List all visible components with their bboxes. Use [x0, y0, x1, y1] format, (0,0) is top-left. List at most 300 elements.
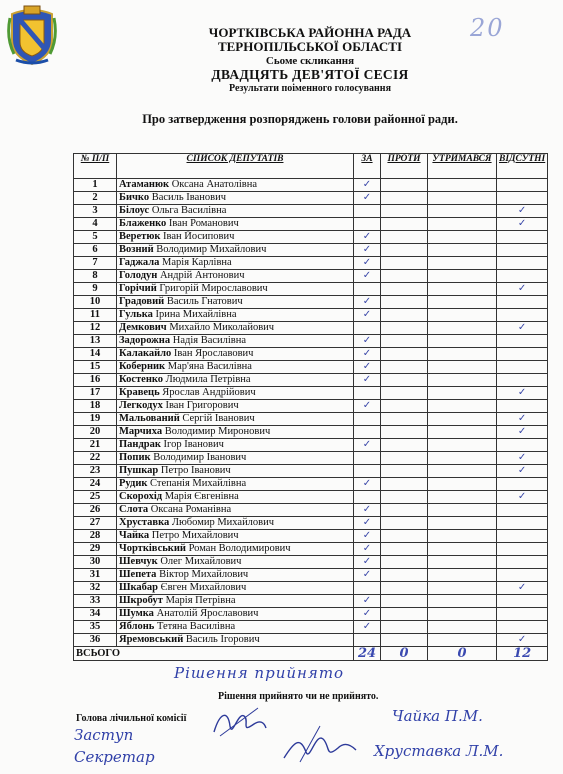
deputy-given-names: Роман Володимирович [188, 543, 291, 554]
council-name: ЧОРТКІВСЬКА РАЙОННА РАДА [208, 25, 412, 40]
vote-abstained-cell [428, 413, 497, 426]
deputy-name [117, 478, 354, 491]
vote-abstained-cell [428, 231, 497, 244]
row-number: 7 [74, 257, 117, 270]
document-header [110, 26, 510, 96]
table-row [74, 387, 548, 400]
deputy-given-names: Ігор Іванович [163, 439, 224, 450]
vote-abstained-cell [428, 452, 497, 465]
deputy-surname: Слота [119, 504, 149, 515]
column-header-number: № П/П [74, 154, 117, 179]
deputy-surname: Шкробут [119, 595, 163, 606]
vote-absent-cell [497, 439, 548, 452]
vote-absent-cell [497, 361, 548, 374]
vote-for-cell [354, 582, 381, 595]
vote-abstained-cell [428, 374, 497, 387]
vote-against-cell [381, 543, 428, 556]
row-number: 1 [74, 179, 117, 192]
deputy-surname: Чайка [119, 530, 150, 541]
deputy-given-names: Василь Гнатович [166, 296, 243, 307]
column-header-deputies: СПИСОК ДЕПУТАТІВ [117, 154, 354, 179]
table-row [74, 491, 548, 504]
vote-for-cell: ✓ [354, 504, 381, 517]
vote-against-cell [381, 374, 428, 387]
deputy-surname: Пандрак [119, 439, 161, 450]
deputy-surname: Коберник [119, 361, 166, 372]
vote-absent-cell: ✓ [497, 218, 548, 231]
deputy-given-names: Ірина Михайлівна [155, 309, 237, 320]
row-number: 2 [74, 192, 117, 205]
deputy-surname: Возний [119, 244, 154, 255]
row-number: 10 [74, 296, 117, 309]
vote-abstained-cell [428, 439, 497, 452]
row-number: 27 [74, 517, 117, 530]
vote-abstained-cell [428, 504, 497, 517]
commission-chair-label: Голова лічильної комісії [76, 713, 187, 724]
vote-against-cell [381, 283, 428, 296]
deputy-name [117, 491, 354, 504]
handwritten-page-number: 20 [470, 14, 505, 42]
deputy-name [117, 283, 354, 296]
vote-absent-cell: ✓ [497, 413, 548, 426]
vote-absent-cell [497, 335, 548, 348]
vote-abstained-cell [428, 361, 497, 374]
deputy-given-names: Тетяна Василівна [156, 621, 236, 632]
handwritten-secretary-label: Секретар [74, 748, 155, 766]
table-row [74, 530, 548, 543]
deputy-name [117, 231, 354, 244]
deputy-name [117, 608, 354, 621]
vote-abstained-cell [428, 270, 497, 283]
vote-against-cell [381, 439, 428, 452]
vote-against-cell [381, 595, 428, 608]
row-number: 5 [74, 231, 117, 244]
table-row [74, 543, 548, 556]
vote-absent-cell: ✓ [497, 426, 548, 439]
vote-for-cell: ✓ [354, 556, 381, 569]
vote-for-cell [354, 413, 381, 426]
vote-for-cell: ✓ [354, 543, 381, 556]
vote-abstained-cell [428, 309, 497, 322]
vote-for-cell: ✓ [354, 244, 381, 257]
deputy-given-names: Григорій Мирославович [159, 283, 268, 294]
vote-absent-cell: ✓ [497, 452, 548, 465]
vote-for-cell [354, 205, 381, 218]
total-abstained: 0 [428, 647, 497, 661]
vote-for-cell: ✓ [354, 608, 381, 621]
vote-abstained-cell [428, 348, 497, 361]
deputy-given-names: Євген Михайлович [160, 582, 247, 593]
vote-absent-cell [497, 478, 548, 491]
deputy-name [117, 530, 354, 543]
table-row [74, 582, 548, 595]
row-number: 3 [74, 205, 117, 218]
deputy-surname: Блаженко [119, 218, 167, 229]
vote-abstained-cell [428, 322, 497, 335]
deputy-given-names: Оксана Романівна [150, 504, 232, 515]
vote-against-cell [381, 478, 428, 491]
deputy-name [117, 270, 354, 283]
deputy-name [117, 309, 354, 322]
vote-absent-cell: ✓ [497, 491, 548, 504]
deputy-given-names: Іван Йосипович [163, 231, 235, 242]
deputy-surname: Мальований [119, 413, 180, 424]
vote-absent-cell [497, 270, 548, 283]
deputy-name [117, 452, 354, 465]
vote-against-cell [381, 387, 428, 400]
total-for: 24 [354, 647, 381, 661]
totals-label: ВСЬОГО [74, 647, 354, 661]
vote-abstained-cell [428, 283, 497, 296]
vote-for-cell: ✓ [354, 595, 381, 608]
handwritten-name-2: Хруставка Л.М. [374, 742, 504, 760]
convocation: Сьоме скликання [265, 55, 355, 67]
vote-for-cell [354, 426, 381, 439]
handwritten-deputy-label: Заступ [74, 726, 134, 744]
table-row [74, 634, 548, 647]
deputy-name [117, 244, 354, 257]
row-number: 35 [74, 621, 117, 634]
deputy-name [117, 517, 354, 530]
vote-absent-cell [497, 244, 548, 257]
vote-abstained-cell [428, 192, 497, 205]
table-row [74, 608, 548, 621]
table-row [74, 517, 548, 530]
roll-call-table [73, 153, 548, 661]
row-number: 17 [74, 387, 117, 400]
vote-for-cell [354, 452, 381, 465]
row-number: 26 [74, 504, 117, 517]
vote-absent-cell: ✓ [497, 634, 548, 647]
vote-for-cell: ✓ [354, 296, 381, 309]
vote-for-cell: ✓ [354, 270, 381, 283]
table-row [74, 270, 548, 283]
deputy-surname: Шкабар [119, 582, 159, 593]
deputy-given-names: Ярослав Андрійович [162, 387, 256, 398]
signature-2 [280, 722, 360, 766]
vote-against-cell [381, 530, 428, 543]
table-row [74, 400, 548, 413]
deputy-name [117, 335, 354, 348]
deputy-given-names: Ольга Василівна [151, 205, 227, 216]
row-number: 8 [74, 270, 117, 283]
deputy-given-names: Володимир Михайлович [156, 244, 267, 255]
deputy-name [117, 179, 354, 192]
vote-for-cell: ✓ [354, 517, 381, 530]
vote-against-cell [381, 569, 428, 582]
vote-absent-cell [497, 348, 548, 361]
table-row [74, 452, 548, 465]
vote-abstained-cell [428, 517, 497, 530]
vote-for-cell [354, 218, 381, 231]
deputy-name [117, 296, 354, 309]
table-body [74, 179, 548, 647]
vote-absent-cell [497, 374, 548, 387]
row-number: 19 [74, 413, 117, 426]
deputy-name [117, 634, 354, 647]
deputy-surname: Бичко [119, 192, 150, 203]
vote-against-cell [381, 517, 428, 530]
deputy-surname: Марчиха [119, 426, 163, 437]
deputy-given-names: Олег Михайлович [160, 556, 242, 567]
deputy-name [117, 400, 354, 413]
vote-for-cell [354, 634, 381, 647]
vote-absent-cell [497, 296, 548, 309]
oblast-name: ТЕРНОПІЛЬСЬКОЇ ОБЛАСТІ [217, 39, 403, 54]
vote-against-cell [381, 205, 428, 218]
row-number: 4 [74, 218, 117, 231]
deputy-name [117, 257, 354, 270]
deputy-name [117, 556, 354, 569]
deputy-surname: Шумка [119, 608, 154, 619]
deputy-surname: Гаджала [119, 257, 160, 268]
vote-against-cell [381, 634, 428, 647]
vote-absent-cell [497, 595, 548, 608]
vote-for-cell: ✓ [354, 179, 381, 192]
vote-for-cell [354, 491, 381, 504]
vote-for-cell: ✓ [354, 374, 381, 387]
deputy-given-names: Надія Василівна [172, 335, 247, 346]
deputy-surname: Білоус [119, 205, 150, 216]
vote-absent-cell [497, 517, 548, 530]
vote-absent-cell: ✓ [497, 582, 548, 595]
row-number: 33 [74, 595, 117, 608]
deputy-surname: Шевчук [119, 556, 158, 567]
vote-abstained-cell [428, 257, 497, 270]
vote-for-cell [354, 283, 381, 296]
vote-abstained-cell [428, 244, 497, 257]
table-row [74, 569, 548, 582]
vote-absent-cell [497, 530, 548, 543]
vote-against-cell [381, 179, 428, 192]
vote-abstained-cell [428, 218, 497, 231]
deputy-name [117, 621, 354, 634]
table-row [74, 426, 548, 439]
table-row [74, 504, 548, 517]
vote-for-cell: ✓ [354, 439, 381, 452]
vote-against-cell [381, 257, 428, 270]
vote-absent-cell [497, 608, 548, 621]
table-row [74, 361, 548, 374]
decision-line: Рішення прийнято чи не прийнято. [218, 691, 379, 702]
deputy-given-names: Василь Ігорович [185, 634, 260, 645]
vote-against-cell [381, 309, 428, 322]
vote-abstained-cell [428, 465, 497, 478]
deputy-given-names: Любомир Михайлович [171, 517, 275, 528]
row-number: 23 [74, 465, 117, 478]
handwritten-decision: Рішення прийнято [174, 664, 345, 682]
vote-absent-cell [497, 569, 548, 582]
row-number: 28 [74, 530, 117, 543]
row-number: 24 [74, 478, 117, 491]
deputy-surname: Калакайло [119, 348, 172, 359]
vote-for-cell: ✓ [354, 335, 381, 348]
deputy-surname: Чортківський [119, 543, 186, 554]
table-row [74, 439, 548, 452]
deputy-name [117, 465, 354, 478]
table-row [74, 257, 548, 270]
column-header-abstained: УТРИМАВСЯ [428, 154, 497, 179]
deputy-given-names: Василь Іванович [151, 192, 227, 203]
vote-against-cell [381, 504, 428, 517]
row-number: 6 [74, 244, 117, 257]
vote-against-cell [381, 244, 428, 257]
table-row [74, 283, 548, 296]
deputy-surname: Хруставка [119, 517, 170, 528]
deputy-name [117, 218, 354, 231]
vote-against-cell [381, 582, 428, 595]
vote-for-cell: ✓ [354, 361, 381, 374]
vote-against-cell [381, 426, 428, 439]
row-number: 36 [74, 634, 117, 647]
deputy-surname: Веретюк [119, 231, 161, 242]
vote-abstained-cell [428, 179, 497, 192]
table-row [74, 218, 548, 231]
vote-abstained-cell [428, 491, 497, 504]
vote-against-cell [381, 296, 428, 309]
deputy-name [117, 205, 354, 218]
deputy-given-names: Оксана Анатолівна [171, 179, 258, 190]
deputy-surname: Шепета [119, 569, 157, 580]
vote-against-cell [381, 192, 428, 205]
column-header-for: ЗА [354, 154, 381, 179]
table-row [74, 478, 548, 491]
vote-for-cell: ✓ [354, 569, 381, 582]
deputy-name [117, 504, 354, 517]
row-number: 18 [74, 400, 117, 413]
deputy-given-names: Людмила Петрівна [165, 374, 251, 385]
table-row [74, 179, 548, 192]
vote-against-cell [381, 608, 428, 621]
row-number: 32 [74, 582, 117, 595]
deputy-surname: Горічий [119, 283, 157, 294]
row-number: 20 [74, 426, 117, 439]
row-number: 15 [74, 361, 117, 374]
table-row [74, 556, 548, 569]
deputy-name [117, 543, 354, 556]
table-row [74, 621, 548, 634]
deputy-name [117, 348, 354, 361]
vote-abstained-cell [428, 426, 497, 439]
vote-against-cell [381, 231, 428, 244]
deputy-name [117, 322, 354, 335]
deputy-surname: Гулька [119, 309, 153, 320]
deputy-name [117, 569, 354, 582]
table-row [74, 348, 548, 361]
row-number: 11 [74, 309, 117, 322]
vote-for-cell: ✓ [354, 231, 381, 244]
deputy-surname: Костенко [119, 374, 164, 385]
vote-for-cell: ✓ [354, 400, 381, 413]
row-number: 16 [74, 374, 117, 387]
vote-absent-cell [497, 621, 548, 634]
deputy-surname: Градовий [119, 296, 165, 307]
deputy-surname: Атаманюк [119, 179, 170, 190]
document-type: Результати поіменного голосування [229, 83, 391, 94]
vote-against-cell [381, 361, 428, 374]
vote-abstained-cell [428, 387, 497, 400]
deputy-given-names: Іван Романович [168, 218, 239, 229]
row-number: 12 [74, 322, 117, 335]
deputy-name [117, 582, 354, 595]
row-number: 14 [74, 348, 117, 361]
handwritten-name-1: Чайка П.М. [392, 707, 483, 725]
row-number: 34 [74, 608, 117, 621]
row-number: 29 [74, 543, 117, 556]
vote-for-cell: ✓ [354, 530, 381, 543]
vote-against-cell [381, 413, 428, 426]
vote-absent-cell [497, 192, 548, 205]
vote-abstained-cell [428, 530, 497, 543]
vote-abstained-cell [428, 543, 497, 556]
vote-absent-cell [497, 231, 548, 244]
vote-abstained-cell [428, 621, 497, 634]
coat-of-arms-emblem [6, 4, 58, 66]
vote-absent-cell [497, 309, 548, 322]
deputy-surname: Рудик [119, 478, 148, 489]
vote-for-cell: ✓ [354, 621, 381, 634]
vote-abstained-cell [428, 296, 497, 309]
vote-topic: Про затвердження розпоряджень голови районної ради. [142, 112, 458, 126]
deputy-surname: Яремовський [119, 634, 184, 645]
signature-1 [210, 702, 270, 742]
vote-for-cell [354, 387, 381, 400]
row-number: 9 [74, 283, 117, 296]
deputy-given-names: Анатолій Ярославович [156, 608, 259, 619]
deputy-surname: Голодун [119, 270, 158, 281]
vote-against-cell [381, 322, 428, 335]
vote-absent-cell [497, 257, 548, 270]
row-number: 21 [74, 439, 117, 452]
deputy-surname: Демкович [119, 322, 167, 333]
vote-absent-cell [497, 400, 548, 413]
session-title: ДВАДЦЯТЬ ДЕВ'ЯТОЇ СЕСІЯ [211, 67, 409, 82]
totals-row [74, 647, 548, 661]
vote-against-cell [381, 621, 428, 634]
vote-against-cell [381, 465, 428, 478]
vote-against-cell [381, 348, 428, 361]
deputy-surname: Легкодух [119, 400, 163, 411]
table-row [74, 244, 548, 257]
deputy-name [117, 595, 354, 608]
vote-against-cell [381, 270, 428, 283]
deputy-surname: Кравець [119, 387, 160, 398]
vote-for-cell: ✓ [354, 257, 381, 270]
vote-abstained-cell [428, 634, 497, 647]
table-row [74, 205, 548, 218]
deputy-name [117, 426, 354, 439]
vote-against-cell [381, 556, 428, 569]
table-row [74, 335, 548, 348]
vote-absent-cell: ✓ [497, 465, 548, 478]
table-row [74, 465, 548, 478]
table-row [74, 296, 548, 309]
table-row [74, 192, 548, 205]
table-row [74, 309, 548, 322]
vote-abstained-cell [428, 400, 497, 413]
deputy-given-names: Володимир Миронович [164, 426, 271, 437]
vote-absent-cell [497, 179, 548, 192]
row-number: 30 [74, 556, 117, 569]
table-row [74, 322, 548, 335]
table-row [74, 595, 548, 608]
deputy-given-names: Андрій Антонович [159, 270, 245, 281]
deputy-name [117, 413, 354, 426]
total-against: 0 [381, 647, 428, 661]
deputy-surname: Скорохід [119, 491, 163, 502]
deputy-name [117, 361, 354, 374]
table-row [74, 413, 548, 426]
